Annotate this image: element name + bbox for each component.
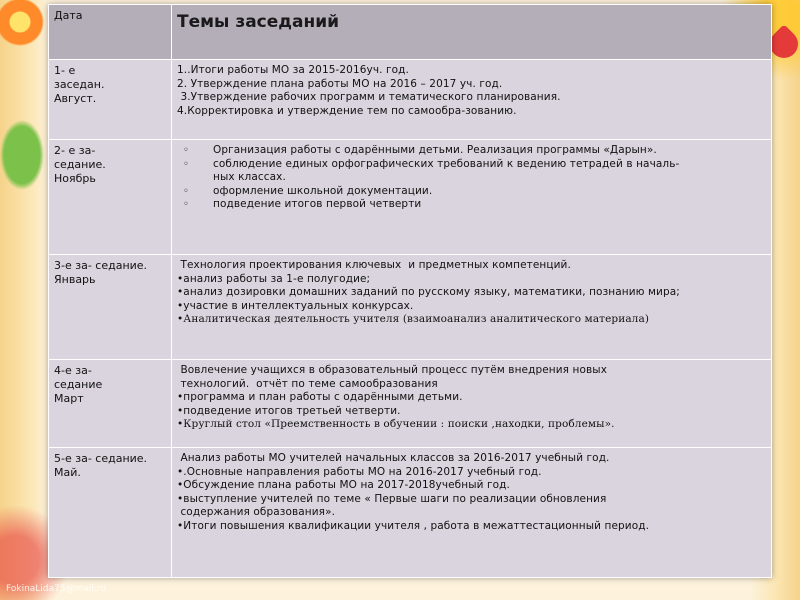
list-item: ◦ подведение итогов первой четверти (183, 198, 766, 212)
table-row (49, 60, 772, 140)
meeting-topics: Вовлечение учащихся в образовательный процесс путём внедрения новых технологий. отчёт по теме самообразования •программа и план работы с одарёнными детьми. •подведение итогов третьей четверти. •Круглый стол «Преемственность в обучении : поиски ,находки, проблемы». (172, 360, 772, 448)
header-topics: Темы заседаний (172, 5, 772, 60)
meeting-topics: Анализ работы МО учителей начальных классов за 2016-2017 учебный год. •.Основные направления работы МО на 2016-2017 учебный год. •Обсуждение плана работы МО на 2017-2018учебный год. •выступление учителей по теме « Первые шаги по реализации обновления содержания образования». •Итоги повышения квалификации учителя , работа в межаттестационный период. (172, 448, 772, 578)
meetings-table (48, 4, 772, 578)
table-row (49, 448, 772, 578)
meeting-date: 5-е за- седание. Май. (49, 448, 172, 578)
table-row (49, 360, 772, 448)
meeting-topics: ◦ Организация работы с одарёнными детьми. Реализация программы «Дарын». ◦ соблюдение единых орфографических требований к ведению тетрадей в началь- ных классах. ◦ оформление школьной документации. ◦ подведение итогов первой четверти (172, 140, 772, 255)
meeting-topics: 1..Итоги работы МО за 2015-2016уч. год. 2. Утверждение плана работы МО на 2016 – 2017 уч. год. 3.Утверждение рабочих программ и тематического планирования. 4.Корректировка и утверждение тем по самообра-зованию. (172, 60, 772, 140)
meeting-date: 3-е за- седание. Январь (49, 255, 172, 360)
meeting-date: 4-е за- седание Март (49, 360, 172, 448)
list-item: ◦ оформление школьной документации. (183, 185, 766, 199)
flower-decoration-icon (0, 0, 50, 52)
header-date: Дата (49, 5, 172, 60)
table-row (49, 140, 772, 255)
meeting-topics: Технология проектирования ключевых и предметных компетенций. •анализ работы за 1-е полугодие; •анализ дозировки домашних заданий по русскому языку, математики, познанию мира; •участие в интеллектуальных конкурсах. •Аналитическая деятельность учителя (взаимоанализ аналитического материала) (172, 255, 772, 360)
list-item: ◦ Организация работы с одарёнными детьми. Реализация программы «Дарын». (183, 144, 766, 158)
schedule-sheet (48, 4, 772, 578)
topic-list (177, 144, 766, 171)
meeting-date: 2- е за- седание. Ноябрь (49, 140, 172, 255)
list-item: ◦ соблюдение единых орфографических требований к ведению тетрадей в началь- (183, 158, 766, 172)
meeting-date: 1- е заседан. Август. (49, 60, 172, 140)
watermark: FokinaLida75@mail.ru (6, 584, 107, 594)
table-row (49, 255, 772, 360)
leaf-decoration-icon (0, 120, 44, 190)
topic-list (177, 185, 766, 212)
table-header-row (49, 5, 772, 60)
